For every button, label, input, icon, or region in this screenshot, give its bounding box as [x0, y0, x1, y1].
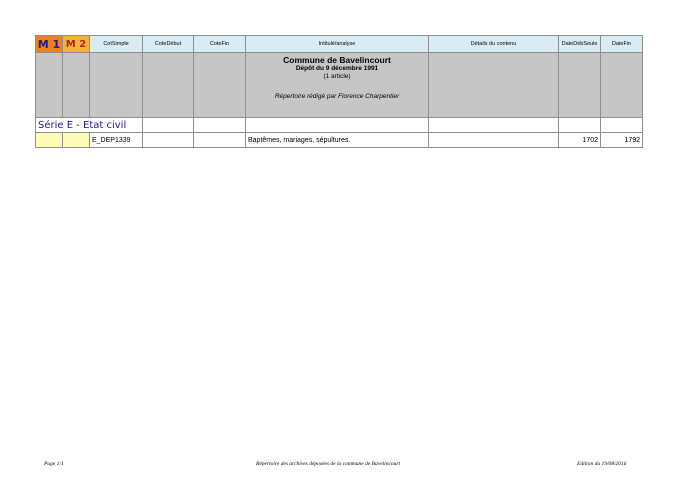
col-header-datedebut[interactable]: DateDébSeule [559, 36, 601, 53]
col-header-details[interactable]: Détails du contenu [429, 36, 559, 53]
serie-title-text: Série E - Etat civil [38, 119, 127, 131]
cell[interactable] [143, 118, 194, 133]
cote-debut-cell[interactable] [143, 133, 194, 148]
serie-row [36, 118, 643, 133]
inventory-table [35, 35, 643, 148]
cell[interactable] [429, 118, 559, 133]
details-cell[interactable] [429, 133, 559, 148]
title-block-cell[interactable] [246, 53, 429, 118]
cell[interactable] [36, 53, 63, 118]
article-count: (1 article) [323, 73, 351, 80]
cell[interactable] [559, 53, 601, 118]
depot-date: Dépôt du 9 décembre 1991 [295, 65, 379, 72]
author-line: Répertoire rédigé par Florence Charpentier [274, 93, 400, 100]
cell[interactable] [194, 118, 246, 133]
serie-title[interactable] [36, 118, 143, 133]
col-header-cotsimple[interactable]: CotSimple [90, 36, 143, 53]
cot-simple-cell[interactable]: E_DEP1339 [90, 133, 143, 148]
m1-cell[interactable] [36, 133, 63, 148]
col-header-datefin[interactable]: DateFin [601, 36, 643, 53]
col-header-cotedebut[interactable]: CoteDébut [143, 36, 194, 53]
col-header-cotefin[interactable]: CoteFin [194, 36, 246, 53]
header-row [36, 36, 643, 53]
m2-header-cell[interactable]: M 2 [63, 36, 90, 53]
footer-edition-date: Edition du 19/08/2016 [577, 461, 627, 467]
m2-cell[interactable] [63, 133, 90, 148]
title-block-row [36, 53, 643, 118]
cell[interactable] [194, 53, 246, 118]
date-fin-cell[interactable]: 1792 [601, 133, 643, 148]
footer-title: Répertoire des archives déposées de la commune de Bavelincourt [256, 461, 401, 467]
cell[interactable] [63, 53, 90, 118]
footer-page-number: Page 1/1 [44, 461, 64, 467]
cell[interactable] [429, 53, 559, 118]
date-debut-cell[interactable]: 1702 [559, 133, 601, 148]
col-header-intitule[interactable]: Intitulé/analyse [246, 36, 429, 53]
cell[interactable] [601, 53, 643, 118]
intitule-cell[interactable]: Baptêmes, mariages, sépultures. [246, 133, 429, 148]
cell[interactable] [559, 118, 601, 133]
cell[interactable] [601, 118, 643, 133]
cell[interactable] [90, 53, 143, 118]
cell[interactable] [143, 53, 194, 118]
table-row [36, 133, 643, 148]
cote-fin-cell[interactable] [194, 133, 246, 148]
commune-title: Commune de Bavelincourt [283, 55, 391, 65]
cell[interactable] [246, 118, 429, 133]
m1-header-cell[interactable]: M 1 [36, 36, 63, 53]
